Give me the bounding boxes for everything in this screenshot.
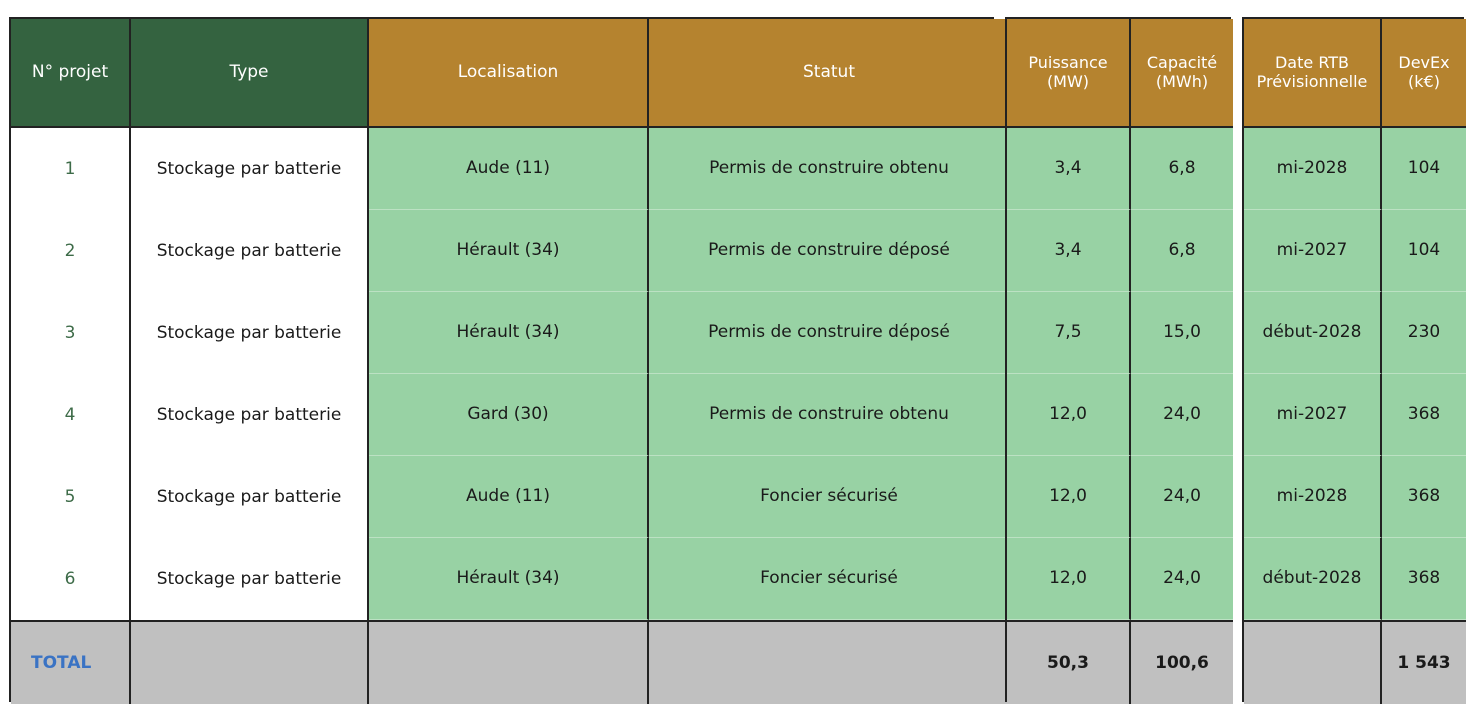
row-2-date: mi-2027 (1244, 210, 1382, 292)
row-5-num: 5 (11, 456, 131, 538)
total-localisation-empty (369, 620, 649, 704)
header-capacite-line1: Capacité (1146, 53, 1218, 73)
row-3-num: 3 (11, 292, 131, 374)
row-4-statut: Permis de construire obtenu (649, 374, 1009, 456)
row-6-date: début-2028 (1244, 538, 1382, 620)
header-statut: Statut (649, 19, 1009, 128)
row-2-statut: Permis de construire déposé (649, 210, 1009, 292)
row-6-localisation: Hérault (34) (369, 538, 649, 620)
header-num-projet: N° projet (11, 19, 131, 128)
header-type: Type (131, 19, 369, 128)
total-statut-empty (649, 620, 1009, 704)
row-2-localisation: Hérault (34) (369, 210, 649, 292)
header-date-rtb (1244, 19, 1382, 128)
row-1-type: Stockage par batterie (131, 128, 369, 210)
row-3-date: début-2028 (1244, 292, 1382, 374)
total-type-empty (131, 620, 369, 704)
row-3-statut: Permis de construire déposé (649, 292, 1009, 374)
header-date-line2: Prévisionnelle (1256, 71, 1368, 91)
row-1-devex: 104 (1382, 128, 1466, 210)
row-5-statut: Foncier sécurisé (649, 456, 1009, 538)
row-6-puissance: 12,0 (1007, 538, 1131, 620)
row-4-num: 4 (11, 374, 131, 456)
row-2-puissance: 3,4 (1007, 210, 1131, 292)
row-2-type: Stockage par batterie (131, 210, 369, 292)
row-3-capacite: 15,0 (1131, 292, 1233, 374)
project-table-energy (1005, 17, 1231, 702)
header-date-line1: Date RTB (1274, 53, 1350, 73)
project-table-main (9, 17, 994, 702)
row-4-puissance: 12,0 (1007, 374, 1131, 456)
row-5-localisation: Aude (11) (369, 456, 649, 538)
row-5-capacite: 24,0 (1131, 456, 1233, 538)
header-puissance (1007, 19, 1131, 128)
header-localisation: Localisation (369, 19, 649, 128)
row-5-puissance: 12,0 (1007, 456, 1131, 538)
row-4-capacite: 24,0 (1131, 374, 1233, 456)
total-devex: 1 543 (1382, 620, 1466, 704)
header-capacite (1131, 19, 1233, 128)
row-6-capacite: 24,0 (1131, 538, 1233, 620)
row-4-date: mi-2027 (1244, 374, 1382, 456)
row-6-devex: 368 (1382, 538, 1466, 620)
row-1-num: 1 (11, 128, 131, 210)
total-date-empty (1244, 620, 1382, 704)
row-5-type: Stockage par batterie (131, 456, 369, 538)
total-capacite: 100,6 (1131, 620, 1233, 704)
row-5-date: mi-2028 (1244, 456, 1382, 538)
row-1-puissance: 3,4 (1007, 128, 1131, 210)
row-3-type: Stockage par batterie (131, 292, 369, 374)
row-6-num: 6 (11, 538, 131, 620)
row-3-devex: 230 (1382, 292, 1466, 374)
total-label: TOTAL (11, 620, 131, 704)
row-5-devex: 368 (1382, 456, 1466, 538)
row-3-puissance: 7,5 (1007, 292, 1131, 374)
header-devex (1382, 19, 1466, 128)
row-4-localisation: Gard (30) (369, 374, 649, 456)
header-puissance-line2: (MW) (1046, 71, 1090, 91)
header-devex-line1: DevEx (1398, 53, 1450, 73)
row-4-type: Stockage par batterie (131, 374, 369, 456)
row-6-statut: Foncier sécurisé (649, 538, 1009, 620)
row-1-capacite: 6,8 (1131, 128, 1233, 210)
row-2-num: 2 (11, 210, 131, 292)
row-1-date: mi-2028 (1244, 128, 1382, 210)
header-capacite-line2: (MWh) (1155, 71, 1209, 91)
row-2-capacite: 6,8 (1131, 210, 1233, 292)
row-4-devex: 368 (1382, 374, 1466, 456)
row-1-localisation: Aude (11) (369, 128, 649, 210)
row-6-type: Stockage par batterie (131, 538, 369, 620)
row-2-devex: 104 (1382, 210, 1466, 292)
row-3-localisation: Hérault (34) (369, 292, 649, 374)
header-devex-line2: (k€) (1408, 71, 1440, 91)
header-puissance-line1: Puissance (1028, 53, 1108, 73)
project-table-schedule (1242, 17, 1464, 702)
total-puissance: 50,3 (1007, 620, 1131, 704)
row-1-statut: Permis de construire obtenu (649, 128, 1009, 210)
